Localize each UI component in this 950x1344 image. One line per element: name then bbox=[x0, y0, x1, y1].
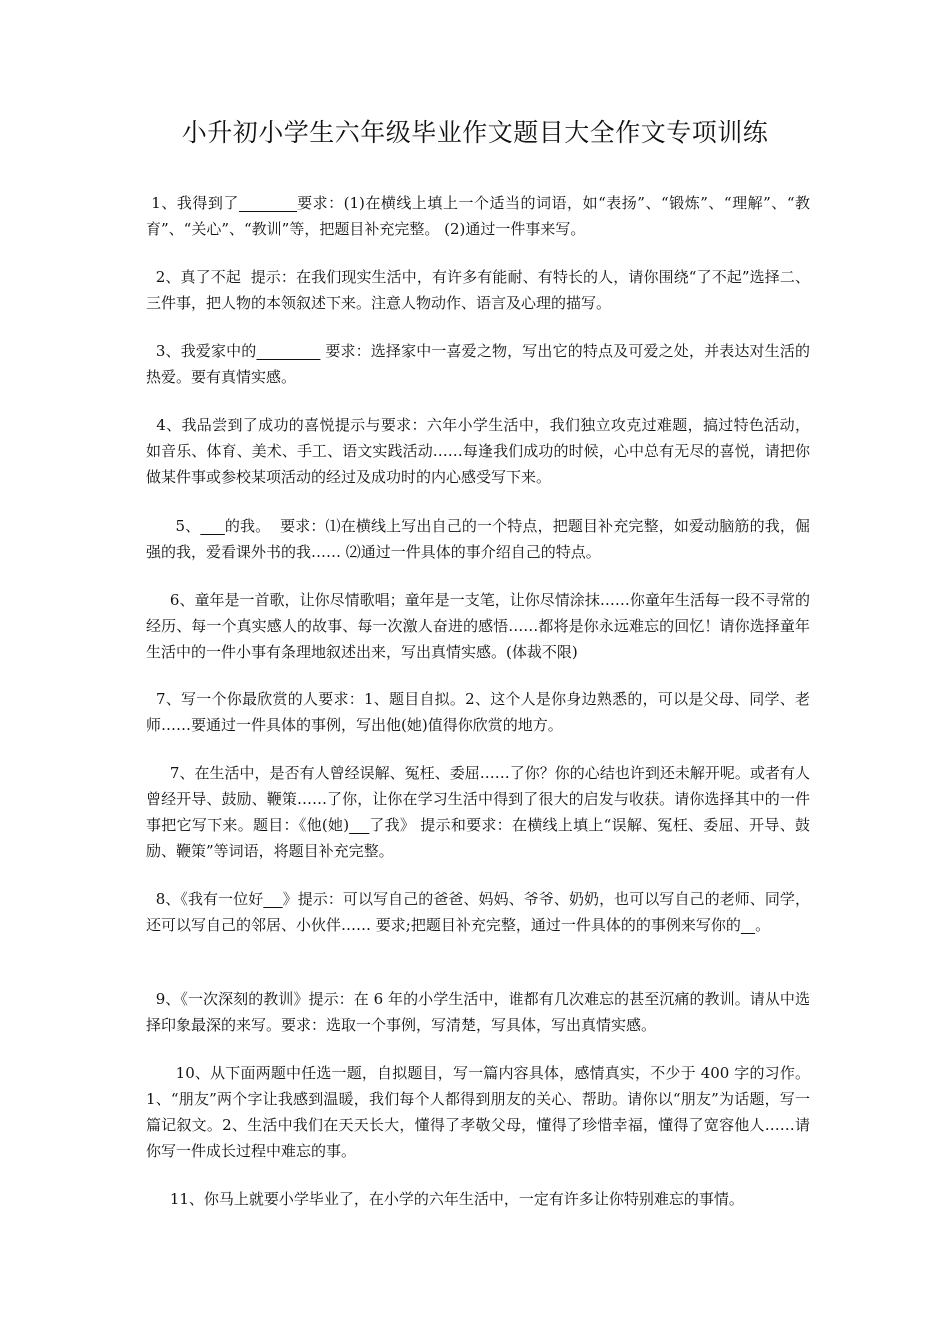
fill-blank bbox=[263, 890, 282, 908]
prompt-7: 7、写一个你最欣赏的人要求：1、题目自拟。2、这个人是你身边熟悉的，可以是父母、同学、老师……要通过一件具体的事例，写出他(她)值得你欣赏的地方。 bbox=[146, 690, 810, 734]
prompt-4: 4、我品尝到了成功的喜悦提示与要求：六年小学生活中，我们独立攻克过难题，搞过特色活动，如音乐、体育、美术、手工、语文实践活动……每逢我们成功的时候，心中总有无尽的喜悦，请把你做某件事或参校某项活动的经过及成功时的内心感受写下来。 bbox=[146, 416, 810, 486]
prompt-1: 1、我得到了 要求：(1)在横线上填上一个适当的词语，如“表扬”、“锻炼”、“理解”、“教育”、“关心”、“教训”等，把题目补充完整。 (2)通过一件事来写。 bbox=[146, 194, 811, 238]
document-title: 小升初小学生六年级毕业作文题目大全作文专项训练 bbox=[181, 118, 769, 147]
fill-blank bbox=[349, 816, 369, 834]
fill-blank bbox=[741, 916, 755, 934]
prompt-6: 6、童年是一首歌，让你尽情歌唱；童年是一支笔，让你尽情涂抹……你童年生活每一段不寻常的经历、每一个真实感人的故事、每一次激人奋进的感悟……都将是你永远难忘的回忆！请你选择童年生活中的一件小事有条理地叙述出来，写出真情实感。(体裁不限) bbox=[146, 591, 810, 661]
prompt-5: 5、 的我。 要求：⑴在横线上写出自己的一个特点，把题目补充完整，如爱动脑筋的我，倔强的我，爱看课外书的我…… ⑵通过一件具体的事介绍自己的特点。 bbox=[146, 517, 811, 561]
prompt-8: 8、《我有一位好 》提示：可以写自己的爸爸、妈妈、爷爷、奶奶，也可以写自己的老师、同学，还可以写自己的邻居、小伙伴…… 要求;把题目补充完整，通过一件具体的的事例来写你的 。 bbox=[146, 890, 811, 934]
prompt-9: 9、《一次深刻的教训》提示：在 6 年的小学生活中，谁都有几次难忘的甚至沉痛的教训。请从中选择印象最深的来写。要求：选取一个事例，写清楚，写具体，写出真情实感。 bbox=[146, 990, 810, 1034]
prompt-7b: 7、在生活中，是否有人曾经误解、冤枉、委屈……了你？你的心结也许到还未解开呢。或者有人曾经开导、鼓励、鞭策……了你，让你在学习生活中得到了很大的启发与收获。请你选择其中的一件事把它写下来。题目：《他(她) 了我》 提示和要求：在横线上填上“误解、冤枉、委屈、开导、鼓励、鞭策”等词语，将题目补充完整。 bbox=[146, 764, 810, 860]
fill-blank bbox=[256, 342, 320, 360]
fill-blank bbox=[200, 517, 225, 535]
prompt-10: 10、从下面两题中任选一题，自拟题目，写一篇内容具体，感情真实，不少于 400 字的习作。1、“朋友”两个字让我感到温暖，我们每个人都得到朋友的关心、帮助。请你以“朋友”为话题，写一篇记叙文。2、生活中我们在天天长大，懂得了孝敬父母，懂得了珍惜幸福，懂得了宽容他人……请你写一件成长过程中难忘的事。 bbox=[146, 1064, 810, 1160]
prompt-11: 11、你马上就要小学毕业了，在小学的六年生活中，一定有许多让你特别难忘的事情。 bbox=[146, 1190, 744, 1208]
prompt-3: 3、我爱家中的 要求：选择家中一喜爱之物，写出它的特点及可爱之处，并表达对生活的热爱。要有真情实感。 bbox=[146, 342, 810, 386]
fill-blank bbox=[239, 194, 297, 212]
prompt-2: 2、真了不起 提示：在我们现实生活中，有许多有能耐、有特长的人，请你围绕“了不起”选择二、三件事，把人物的本领叙述下来。注意人物动作、语言及心理的描写。 bbox=[146, 268, 811, 312]
